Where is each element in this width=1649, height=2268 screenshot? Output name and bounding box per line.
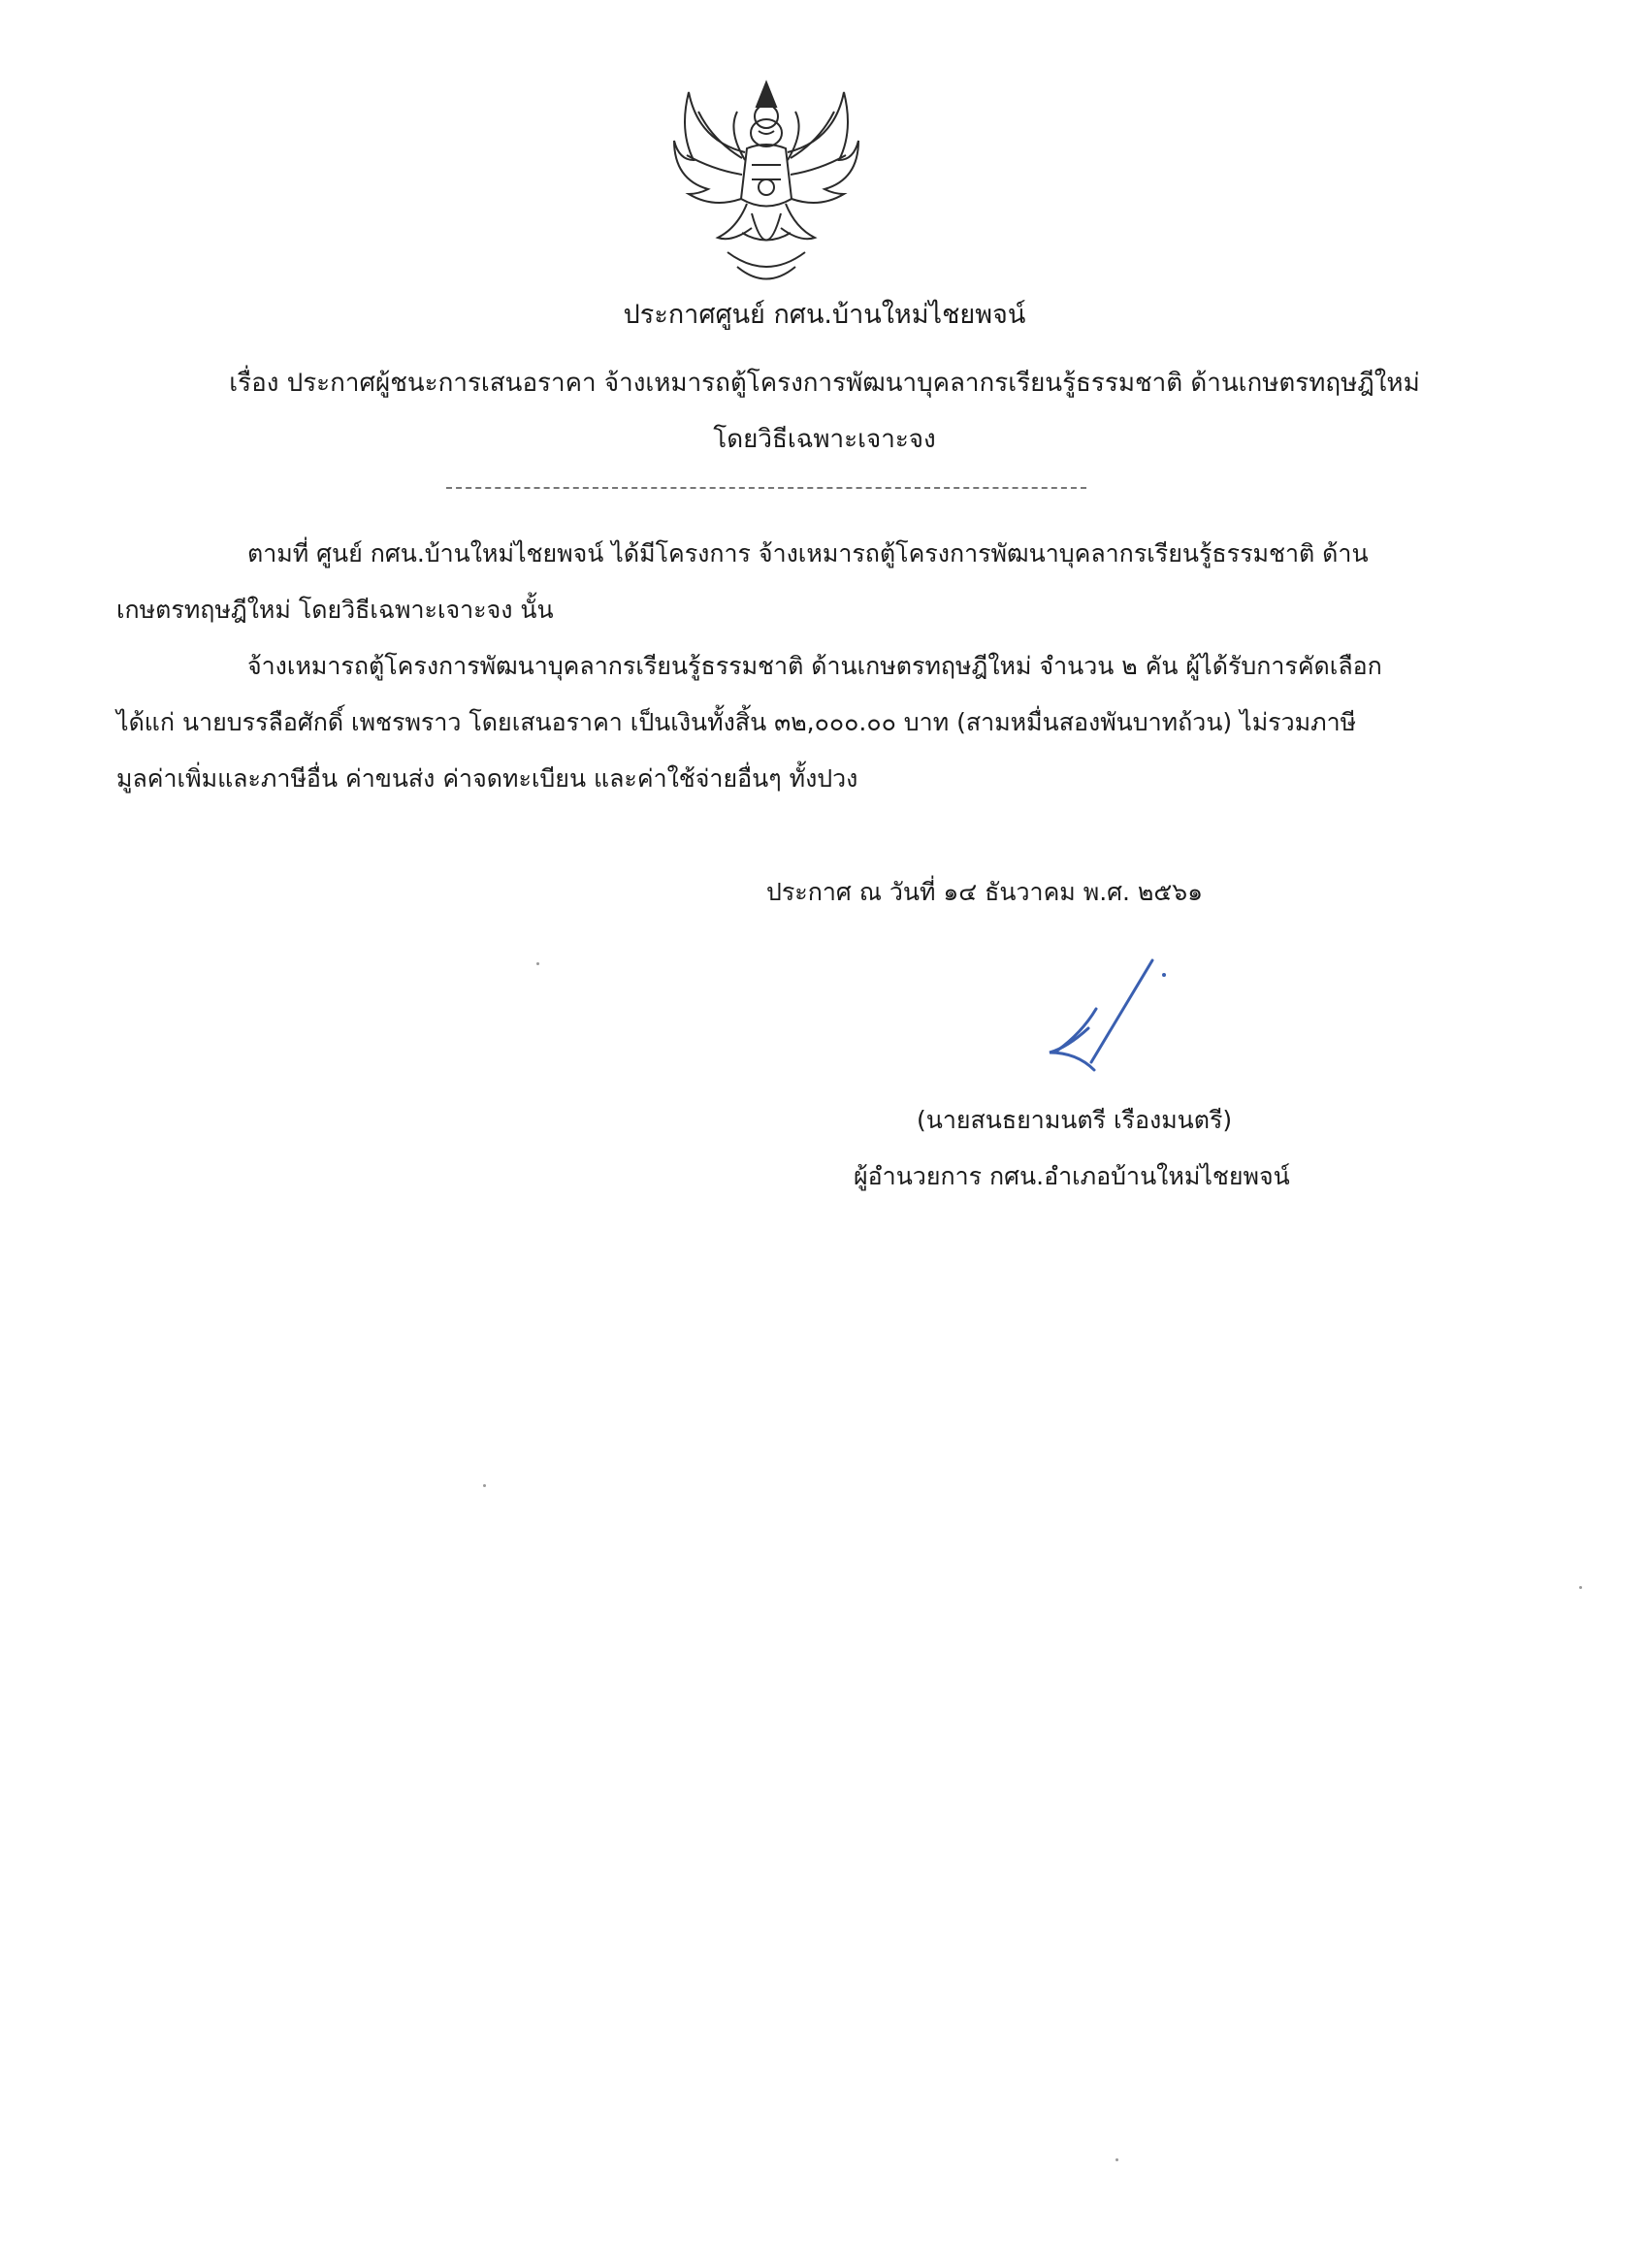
scan-speck — [536, 962, 539, 965]
announcement-title: ประกาศศูนย์ กศน.บ้านใหม่ไชยพจน์ — [623, 300, 1026, 330]
garuda-emblem-icon — [660, 73, 873, 296]
body-paragraph-1-text: ตามที่ ศูนย์ กศน.บ้านใหม่ไชยพจน์ ได้มีโครงการ จ้างเหมารถตู้โครงการพัฒนาบุคลากรเรียนรู้ธรรมชาติ ด้านเกษตรทฤษฎีใหม่ โดยวิธีเฉพาะเจาะจง นั้น — [116, 539, 1369, 624]
signer-position: ผู้อำนวยการ กศน.อำเภอบ้านใหม่ไชยพจน์ — [854, 1162, 1290, 1190]
body-paragraph-2 — [116, 638, 1406, 807]
body-paragraph-1 — [116, 526, 1406, 638]
subject-line-1: เรื่อง ประกาศผู้ชนะการเสนอราคา จ้างเหมารถตู้โครงการพัฒนาบุคลากรเรียนรู้ธรรมชาติ ด้านเกษตรทฤษฎีใหม่ — [229, 369, 1420, 398]
handwritten-signature-icon — [1038, 956, 1174, 1082]
divider-line — [446, 487, 1086, 489]
subject-line-2: โดยวิธีเฉพาะเจาะจง — [713, 425, 936, 454]
scan-speck — [483, 1484, 486, 1487]
signer-name: (นายสนธยามนตรี เรืองมนตรี) — [917, 1106, 1233, 1134]
body-paragraph-2-text: จ้างเหมารถตู้โครงการพัฒนาบุคลากรเรียนรู้ธรรมชาติ ด้านเกษตรทฤษฎีใหม่ จำนวน ๒ คัน ผู้ได้รับการคัดเลือก ได้แก่ นายบรรลือศักดิ์ เพชรพราว โดยเสนอราคา เป็นเงินทั้งสิ้น ๓๒,๐๐๐.๐๐ บาท (สามหมื่นสองพันบาทถ้วน) ไม่รวมภาษีมูลค่าเพิ่มและภาษีอื่น ค่าขนส่ง ค่าจดทะเบียน และค่าใช้จ่ายอื่นๆ ทั้งปวง — [116, 652, 1382, 793]
announcement-date: ประกาศ ณ วันที่ ๑๔ ธันวาคม พ.ศ. ๒๕๖๑ — [766, 878, 1204, 906]
scan-speck — [1579, 1586, 1582, 1589]
scan-speck — [1116, 2158, 1118, 2161]
